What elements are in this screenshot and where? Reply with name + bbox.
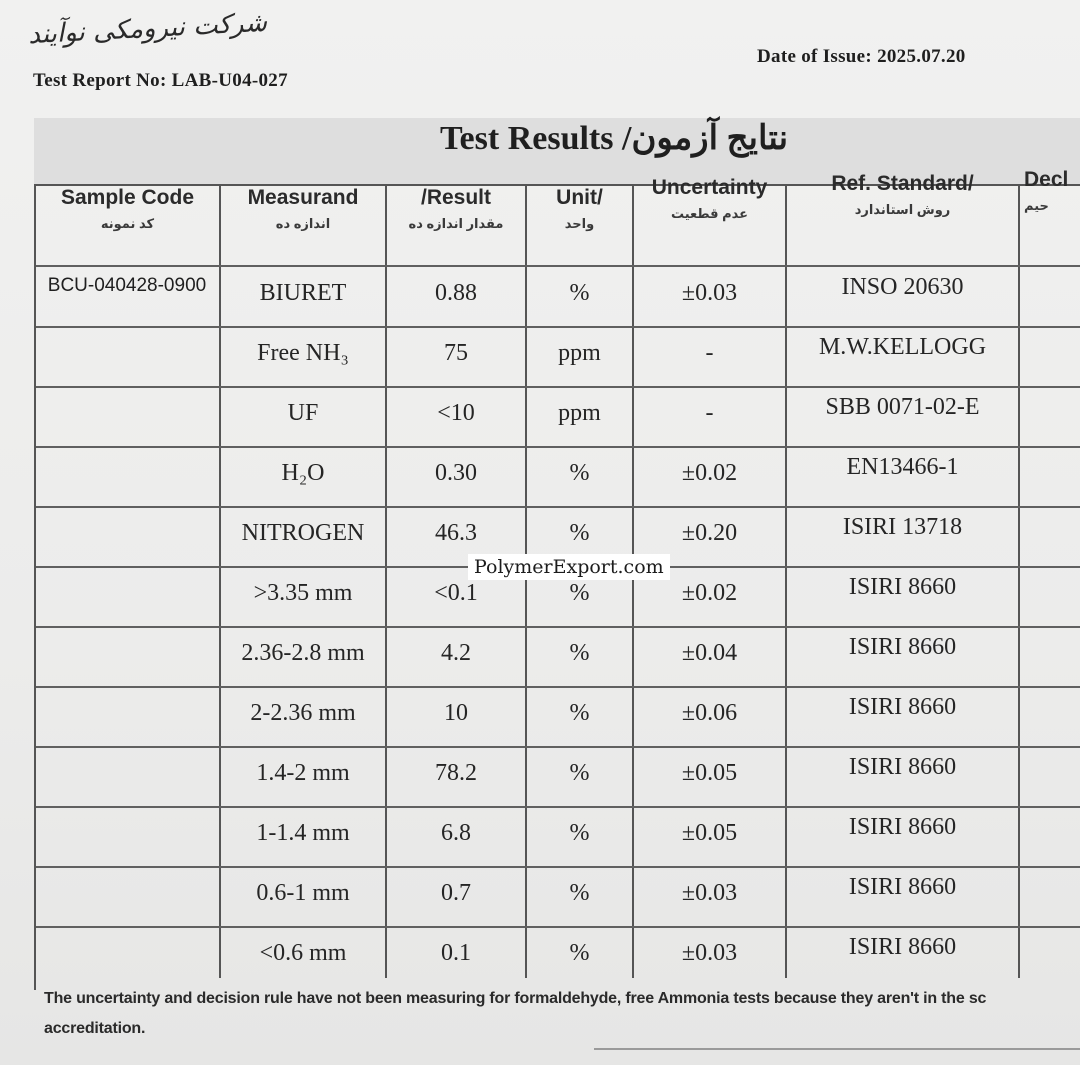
cell-result: 0.88 [435,280,477,306]
header-unit: Unit/ واحد [556,186,603,231]
cell-uncertainty: ±0.06 [681,700,738,726]
cell-unit: % [569,880,590,906]
signature-line [594,1048,1080,1050]
row-divider [36,926,1080,928]
header-uncertainty: Uncertainty عدم قطعیت [651,176,768,221]
row-divider [36,866,1080,868]
column-divider [1018,184,1020,978]
header-ref-standard: Ref. Standard/ روش استاندارد [831,172,974,217]
cell-measurand: <0.6 mm [259,940,347,966]
cell-result: <10 [437,400,475,426]
cell-uncertainty: ±0.05 [681,760,738,786]
cell-measurand: Free NH₃ [257,340,349,366]
cell-standard: EN13466-1 [846,454,959,480]
cell-result: 6.8 [441,820,471,846]
row-divider [36,506,1080,508]
cell-unit: % [569,700,590,726]
cell-standard: SBB 0071-02-E [825,394,980,420]
cell-uncertainty: ±0.04 [681,640,738,666]
test-report-number: Test Report No: LAB-U04-027 [33,70,288,91]
cell-standard: ISIRI 8660 [848,814,957,840]
cell-unit: % [569,640,590,666]
cell-uncertainty: ±0.02 [681,460,738,486]
cell-result: 46.3 [435,520,477,546]
cell-unit: % [569,520,590,546]
cell-measurand: 0.6-1 mm [256,880,350,906]
cell-standard: ISIRI 8660 [848,754,957,780]
cell-unit: % [569,460,590,486]
cell-measurand: UF [287,400,319,426]
cell-result: 0.1 [441,940,471,966]
row-divider [36,326,1080,328]
cell-standard: ISIRI 8660 [848,874,957,900]
cell-standard: M.W.KELLOGG [818,334,987,360]
cell-result: 78.2 [435,760,477,786]
cell-result: 75 [444,340,468,366]
cell-measurand: >3.35 mm [253,580,353,606]
watermark: PolymerExport.com [468,554,670,580]
cell-unit: ppm [558,340,601,366]
cell-uncertainty: - [705,340,714,366]
header-result: /Result مقدار اندازه ده [408,186,504,231]
cell-standard: INSO 20630 [841,274,964,300]
cell-measurand: NITROGEN [241,520,365,546]
cell-uncertainty: ±0.05 [681,820,738,846]
cell-standard: ISIRI 8660 [848,634,957,660]
row-divider [36,386,1080,388]
cell-uncertainty: ±0.02 [681,580,738,606]
cell-uncertainty: ±0.03 [681,880,738,906]
cell-measurand: BIURET [259,280,347,306]
cell-unit: ppm [558,400,601,426]
cell-result: <0.1 [434,580,478,606]
cell-unit: % [569,820,590,846]
cell-measurand: H₂O [281,460,325,486]
cell-measurand: 1-1.4 mm [256,820,350,846]
cell-result: 4.2 [441,640,471,666]
date-of-issue: Date of Issue: 2025.07.20 [757,46,966,67]
cell-standard: ISIRI 8660 [848,694,957,720]
cell-uncertainty: - [705,400,714,426]
sample-code-value: BCU-040428-0900 [47,275,207,296]
cell-unit: % [569,940,590,966]
row-divider [36,746,1080,748]
row-divider [36,806,1080,808]
row-divider [36,446,1080,448]
company-logo-script: شرکت نیرومکی نوآیند [27,7,268,51]
cell-unit: % [569,760,590,786]
footnote: The uncertainty and decision rule have not been measuring for formaldehyde, free Ammonia tests because they aren't in the sc accreditation. [44,990,987,1037]
cell-measurand: 2-2.36 mm [250,700,356,726]
row-divider [36,686,1080,688]
cell-result: 0.30 [435,460,477,486]
header-sample-code: Sample Code کد نمونه [60,186,195,231]
cell-unit: % [569,580,590,606]
header-divider [36,265,1080,267]
results-title: Test Results /نتایج آزمون [440,120,789,157]
cell-standard: ISIRI 13718 [842,514,963,540]
cell-measurand: 1.4-2 mm [256,760,350,786]
row-divider [36,626,1080,628]
cell-result: 10 [444,700,468,726]
cell-unit: % [569,280,590,306]
cell-uncertainty: ±0.20 [681,520,738,546]
cell-result: 0.7 [441,880,471,906]
header-measurand: Measurand اندازه ده [247,186,359,231]
header-decision: Decl حیم [1024,168,1069,213]
cell-measurand: 2.36-2.8 mm [241,640,365,666]
cell-standard: ISIRI 8660 [848,574,957,600]
cell-uncertainty: ±0.03 [681,940,738,966]
cell-standard: ISIRI 8660 [848,934,957,960]
cell-uncertainty: ±0.03 [681,280,738,306]
